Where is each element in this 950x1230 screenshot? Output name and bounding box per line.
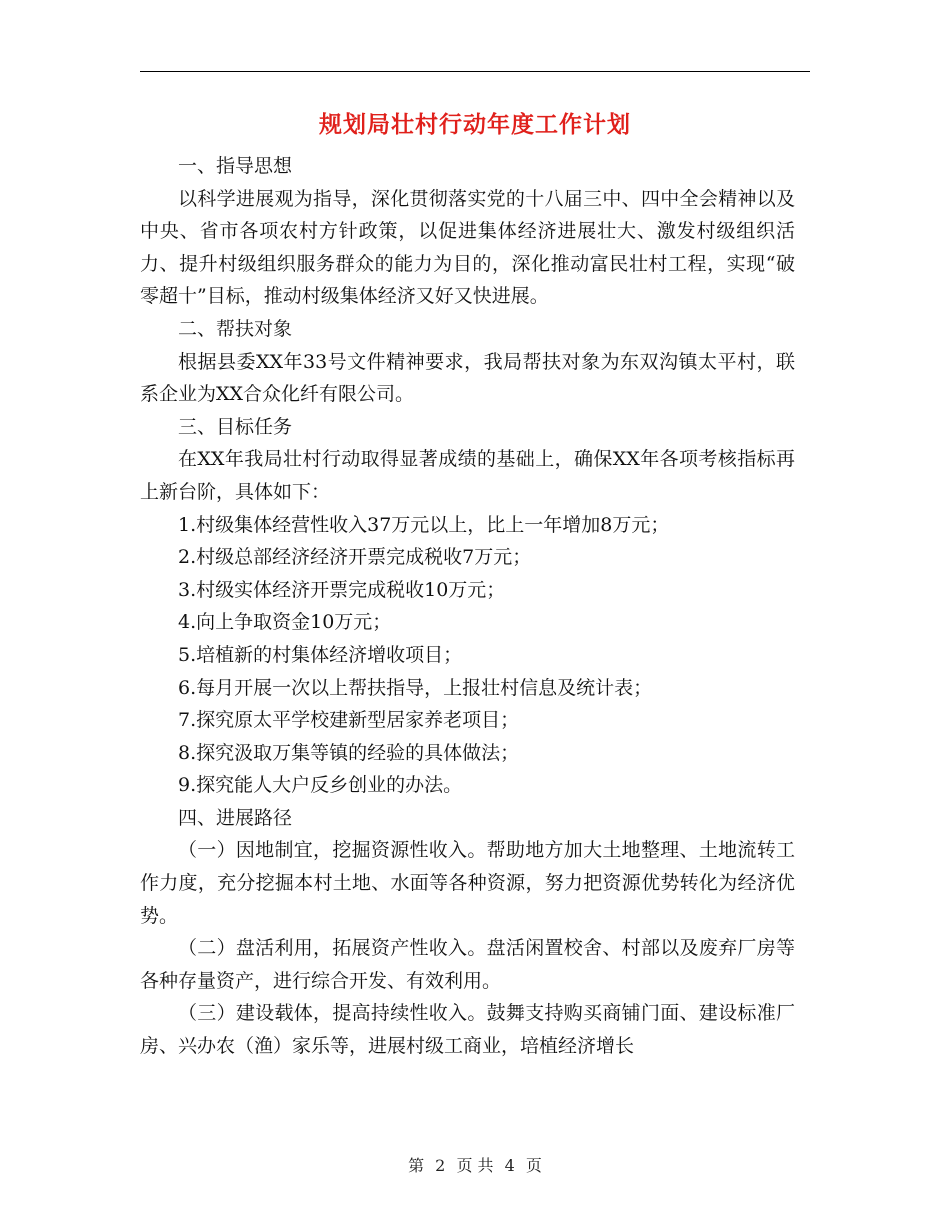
list-item-3: 3.村级实体经济开票完成税收10万元； [178,578,506,601]
list-item-7: 7.探究原太平学校建新型居家养老项目； [178,709,520,732]
list-item-2: 2.村级总部经济经济开票完成税收7万元； [178,546,532,569]
paragraph-path-2: （二）盘活利用，拓展资产性收入。盘活闲置校舍、村部以及废弃厂房等各种存量资产，进行综合开发、有效利用。 [140,937,795,992]
page-footer [0,1154,950,1178]
section-heading-1: 一、指导思想 [178,155,293,177]
footer-mid: 页 共 [456,1156,494,1175]
paragraph-assistance-target: 根据县委XX年33号文件精神要求，我局帮扶对象为东双沟镇太平村，联系企业为XX合众化纤有限公司。 [140,350,795,406]
list-item-9: 9.探究能人大户反乡创业的办法。 [178,774,463,797]
footer-page-number: 2 [435,1156,446,1175]
document-title: 规划局壮村行动年度工作计划 [319,111,631,138]
paragraph-target-intro: 在XX年我局壮村行动取得显著成绩的基础上，确保XX年各项考核指标再上新台阶，具体如下： [140,448,795,503]
footer-prefix: 第 [408,1156,425,1175]
list-item-4: 4.向上争取资金10万元； [178,611,392,634]
list-item-5: 5.培植新的村集体经济增收项目； [178,643,463,666]
header-rule [140,71,810,72]
document-body [140,150,795,1063]
paragraph-path-1: （一）因地制宜，挖掘资源性收入。帮助地方加大土地整理、土地流转工作力度，充分挖掘本村土地、水面等各种资源，努力把资源优势转化为经济优势。 [140,839,795,927]
footer-suffix: 页 [525,1156,542,1175]
paragraph-path-3: （三）建设载体，提高持续性收入。鼓舞支持购买商铺门面、建设标准厂房、兴办农（渔）家乐等，进展村级工商业，培植经济增长 [140,1002,795,1058]
paragraph-guiding-thought: 以科学进展观为指导，深化贯彻落实党的十八届三中、四中全会精神以及中央、省市各项农村方针政策，以促进集体经济进展壮大、激发村级组织活力、提升村级组织服务群众的能力为目的，深化推动富民壮村工程，实现“破零超十”目标，推动村级集体经济又好又快进展。 [140,187,795,308]
section-heading-2: 二、帮扶对象 [178,317,293,340]
list-item-1: 1.村级集体经营性收入37万元以上，比上一年增加8万元； [178,513,670,536]
list-item-8: 8.探究汲取万集等镇的经验的具体做法； [178,741,520,764]
section-heading-3: 三、目标任务 [178,415,293,438]
section-heading-4: 四、进展路径 [178,806,293,829]
footer-total-pages: 4 [504,1156,515,1175]
list-item-6: 6.每月开展一次以上帮扶指导，上报壮村信息及统计表； [178,676,653,699]
